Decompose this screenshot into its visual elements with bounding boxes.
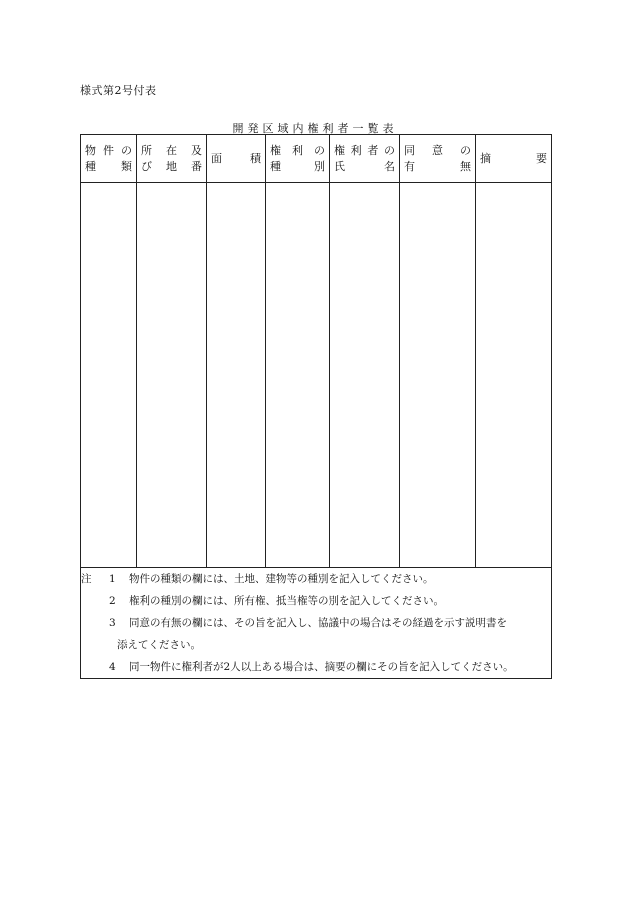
notes-row xyxy=(81,568,552,679)
note-text: 物件の種類の欄には、土地、建物等の種別を記入してください。 xyxy=(129,573,434,585)
cell-property-type[interactable] xyxy=(81,183,137,568)
header-property-type xyxy=(81,135,137,183)
note-text: 権利の種別の欄には、所有権、抵当権等の別を記入してください。 xyxy=(129,595,444,607)
form-label: 様式第2号付表 xyxy=(80,84,157,97)
header-line-2: 種 別 xyxy=(270,159,325,173)
note-text: 同意の有無の欄には、その旨を記入し、協議中の場合はその経過を示す説明書を xyxy=(129,617,507,629)
document-title: 開発区域内権利者一覧表 xyxy=(232,122,398,135)
note-number: 1 xyxy=(109,573,116,585)
note-number: 4 xyxy=(109,661,116,673)
header-line-2: 種 類 xyxy=(85,159,132,173)
note-prefix: 注 xyxy=(81,573,92,585)
header-line-1: 摘 要 xyxy=(480,151,547,165)
note-number: 3 xyxy=(109,617,116,629)
header-right-type xyxy=(266,135,330,183)
notes-cell xyxy=(81,568,552,679)
note-item xyxy=(81,612,551,634)
header-line-1: 物 件 の xyxy=(85,143,132,157)
header-area xyxy=(207,135,266,183)
cell-location[interactable] xyxy=(137,183,207,568)
note-text: 同一物件に権利者が2人以上ある場合は、摘要の欄にその旨を記入してください。 xyxy=(129,661,514,673)
header-line-2: び 地 番 xyxy=(141,159,202,173)
header-line-1: 所 在 及 xyxy=(141,143,202,157)
header-consent xyxy=(400,135,476,183)
header-location xyxy=(137,135,207,183)
header-line-1: 権 利 者 の xyxy=(334,143,395,157)
table-body-row xyxy=(81,183,552,568)
note-item xyxy=(81,590,551,612)
cell-remarks[interactable] xyxy=(476,183,552,568)
note-continuation: 添えてください。 xyxy=(117,639,201,651)
header-holder-name xyxy=(330,135,400,183)
rights-holder-table xyxy=(80,134,552,679)
header-remarks xyxy=(476,135,552,183)
note-item xyxy=(81,656,551,678)
cell-consent[interactable] xyxy=(400,183,476,568)
header-line-2: 有 無 xyxy=(404,159,471,173)
table-header-row xyxy=(81,135,552,183)
header-line-1: 面 積 xyxy=(211,151,261,165)
header-line-1: 権 利 の xyxy=(270,143,325,157)
note-number: 2 xyxy=(109,595,116,607)
cell-area[interactable] xyxy=(207,183,266,568)
header-line-2: 氏 名 xyxy=(334,159,395,173)
header-line-1: 同 意 の xyxy=(404,143,471,157)
cell-right-type[interactable] xyxy=(266,183,330,568)
note-item xyxy=(81,568,551,590)
cell-holder-name[interactable] xyxy=(330,183,400,568)
